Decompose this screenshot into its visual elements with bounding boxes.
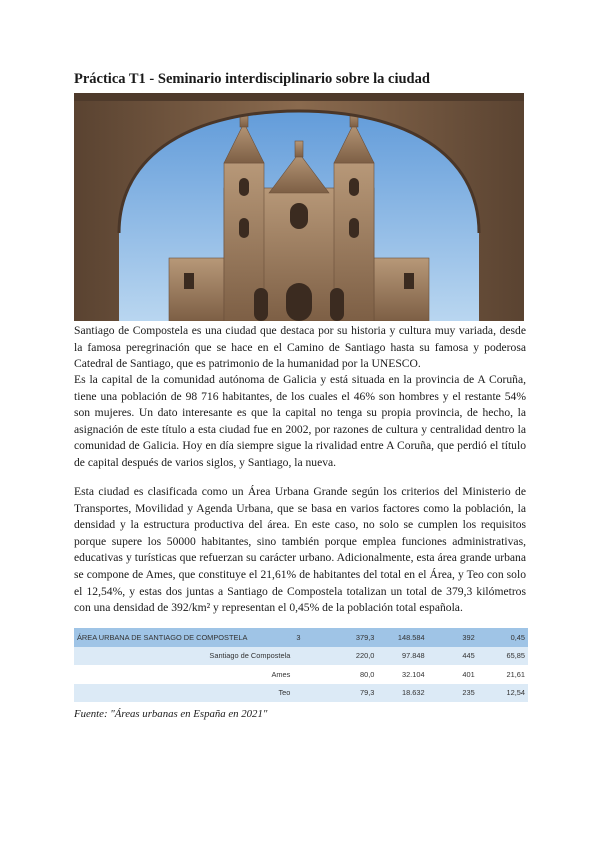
table-cell-name: Teo	[74, 684, 293, 703]
table-row	[74, 628, 528, 647]
table-cell: 32.104	[377, 665, 427, 684]
table-cell: 0,45	[478, 628, 528, 647]
table-cell-name: Ames	[74, 665, 293, 684]
cathedral-photo	[74, 93, 524, 321]
table-cell: 21,61	[478, 665, 528, 684]
paragraph-urban-area: Esta ciudad es clasificada como un Área Urbana Grande según los criterios del Ministerio de Transportes, Movilidad y Agenda Urbana, que se basa en varios factores como la población, la densidad y la estructura productiva del área. En este caso, no solo se cumplen los requisitos porque supere los 50000 habitantes, sino también porque emplea funciones administrativas, educativas y turísticas que refuerzan su carácter urbano. Adicionalmente, esta área grande urbana se compone de Ames, que constituye el 21,61% de habitantes del total en el Área, y Teo con solo el 12,54%, y estas dos juntas a Santiago de Compostela totalizan un total de 379,3 kilómetros con una densidad de 392/km² y representan el 0,45% de la población total española.	[74, 485, 526, 615]
table-cell: 3	[293, 628, 327, 647]
urban-area-table	[74, 628, 528, 702]
table-cell-name: Santiago de Compostela	[74, 647, 293, 666]
table-row	[74, 647, 528, 666]
table-cell: 235	[428, 684, 478, 703]
table-cell: 79,3	[327, 684, 377, 703]
table-row	[74, 684, 528, 703]
table-cell: 80,0	[327, 665, 377, 684]
page-title: Práctica T1 - Seminario interdisciplinario sobre la ciudad	[74, 71, 430, 87]
table-cell: 220,0	[327, 647, 377, 666]
table-cell: 148.584	[377, 628, 427, 647]
table-cell: 445	[428, 647, 478, 666]
table-row	[74, 665, 528, 684]
table-cell: 97.848	[377, 647, 427, 666]
table-cell: 12,54	[478, 684, 528, 703]
table-cell: 65,85	[478, 647, 528, 666]
table-cell: 18.632	[377, 684, 427, 703]
paragraph-intro: Santiago de Compostela es una ciudad que destaca por su historia y cultura muy variada, desde la famosa peregrinación que se hace en el Camino de Santiago hasta su famosa y poderosa Catedral de Santiago, que es patrimonio de la humanidad por la UNESCO.	[74, 324, 526, 371]
table-cell	[293, 665, 327, 684]
table-cell	[293, 647, 327, 666]
table-cell-name: ÁREA URBANA DE SANTIAGO DE COMPOSTELA	[74, 628, 293, 647]
table-cell: 379,3	[327, 628, 377, 647]
paragraph-capital: Es la capital de la comunidad autónoma de Galicia y está situada en la provincia de A Coruña, tiene una población de 98 716 habitantes, de los cuales el 46% son hombres y el restante 54% son mujeres. Un dato interesante es que la capital no tenga su propia provincia, de hecho, la asignación de este título a esta ciudad fue en 2002, por razones de cultura y centralidad dentro la comunidad de Galicia. Hoy en día siempre sigue la rivalidad entre A Coruña, que perdió el título de capital después de varios siglos, y Santiago, la nueva.	[74, 373, 526, 469]
table-cell: 401	[428, 665, 478, 684]
table-source: Fuente: "Áreas urbanas en España en 2021"	[74, 708, 268, 720]
table-cell	[293, 684, 327, 703]
table-cell: 392	[428, 628, 478, 647]
